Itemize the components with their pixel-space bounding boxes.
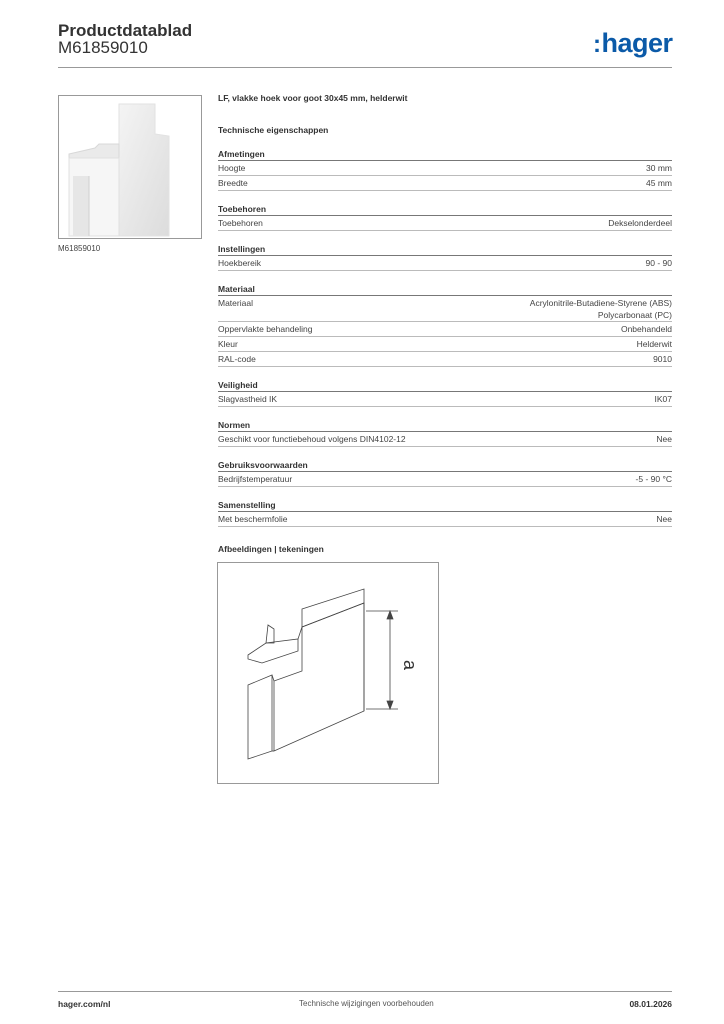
spec-label: Bedrijfstemperatuur — [218, 474, 293, 484]
spec-row — [218, 512, 672, 527]
product-photo-illustration — [59, 96, 201, 238]
spec-row — [218, 392, 672, 407]
tech-heading: Technische eigenschappen — [218, 125, 329, 135]
spec-section — [218, 93, 672, 540]
spec-row — [218, 432, 672, 447]
spec-row — [218, 256, 672, 271]
group-normen — [218, 420, 672, 447]
footer-notice: Technische wijzigingen voorbehouden — [299, 999, 434, 1008]
group-heading: Toebehoren — [218, 204, 672, 216]
dimension-label: a — [400, 660, 420, 671]
spec-label: Hoogte — [218, 163, 246, 173]
group-heading: Gebruiksvoorwaarden — [218, 460, 672, 472]
spec-label: Materiaal — [218, 298, 253, 308]
spec-label: Oppervlakte behandeling — [218, 324, 313, 334]
spec-label: Kleur — [218, 339, 238, 349]
group-instellingen — [218, 244, 672, 271]
group-heading: Veiligheid — [218, 380, 672, 392]
spec-row — [218, 176, 672, 191]
spec-value-line: Acrylonitrile-Butadiene-Styrene (ABS) — [529, 298, 672, 308]
spec-value: Nee — [656, 434, 672, 444]
group-materiaal — [218, 284, 672, 367]
spec-row — [218, 216, 672, 231]
spec-row — [218, 296, 672, 322]
footer-divider — [58, 991, 672, 992]
group-heading: Afmetingen — [218, 149, 672, 161]
spec-label: Slagvastheid IK — [218, 394, 278, 404]
product-description: LF, vlakke hoek voor goot 30x45 mm, helderwit — [218, 93, 408, 103]
group-heading: Samenstelling — [218, 500, 672, 512]
group-heading: Materiaal — [218, 284, 672, 296]
spec-label: Geschikt voor functiebehoud volgens DIN4102-12 — [218, 434, 406, 444]
spec-value: -5 - 90 °C — [635, 474, 672, 484]
spec-label: Toebehoren — [218, 218, 263, 228]
technical-drawing-svg — [218, 563, 438, 783]
group-veiligheid — [218, 380, 672, 407]
drawings-heading: Afbeeldingen | tekeningen — [218, 544, 324, 554]
spec-value: 9010 — [653, 354, 672, 364]
spec-value: Helderwit — [636, 339, 672, 349]
group-samenstelling — [218, 500, 672, 527]
spec-value: IK07 — [654, 394, 672, 404]
product-image-caption: M61859010 — [58, 244, 101, 253]
spec-row — [218, 352, 672, 367]
spec-row — [218, 472, 672, 487]
spec-value: 90 - 90 — [645, 258, 672, 268]
spec-row — [218, 161, 672, 176]
spec-label: Hoekbereik — [218, 258, 261, 268]
spec-value: Nee — [656, 514, 672, 524]
spec-value: Dekselonderdeel — [608, 218, 672, 228]
hager-logo[interactable]: :hager — [593, 28, 673, 58]
footer-date: 08.01.2026 — [629, 999, 672, 1009]
group-heading: Instellingen — [218, 244, 672, 256]
product-image — [58, 95, 202, 239]
footer-website-link[interactable]: hager.com/nl — [58, 999, 111, 1009]
group-afmetingen — [218, 149, 672, 191]
spec-value-line: Polycarbonaat (PC) — [597, 310, 672, 320]
page-title: Productdatablad — [58, 21, 193, 40]
spec-label: Met beschermfolie — [218, 514, 288, 524]
technical-drawing — [217, 562, 439, 784]
group-gebruiksvoorwaarden — [218, 460, 672, 487]
spec-value: Onbehandeld — [620, 324, 672, 334]
product-code: M61859010 — [58, 38, 148, 57]
group-heading: Normen — [218, 420, 672, 432]
spec-value: 45 mm — [646, 178, 672, 188]
spec-row — [218, 337, 672, 352]
logo-text: hager — [601, 28, 673, 58]
group-toebehoren — [218, 204, 672, 231]
spec-label: RAL-code — [218, 354, 256, 364]
spec-value — [530, 297, 672, 321]
header-divider — [58, 67, 672, 68]
spec-label: Breedte — [218, 178, 248, 188]
spec-value: 30 mm — [646, 163, 672, 173]
spec-row — [218, 322, 672, 337]
